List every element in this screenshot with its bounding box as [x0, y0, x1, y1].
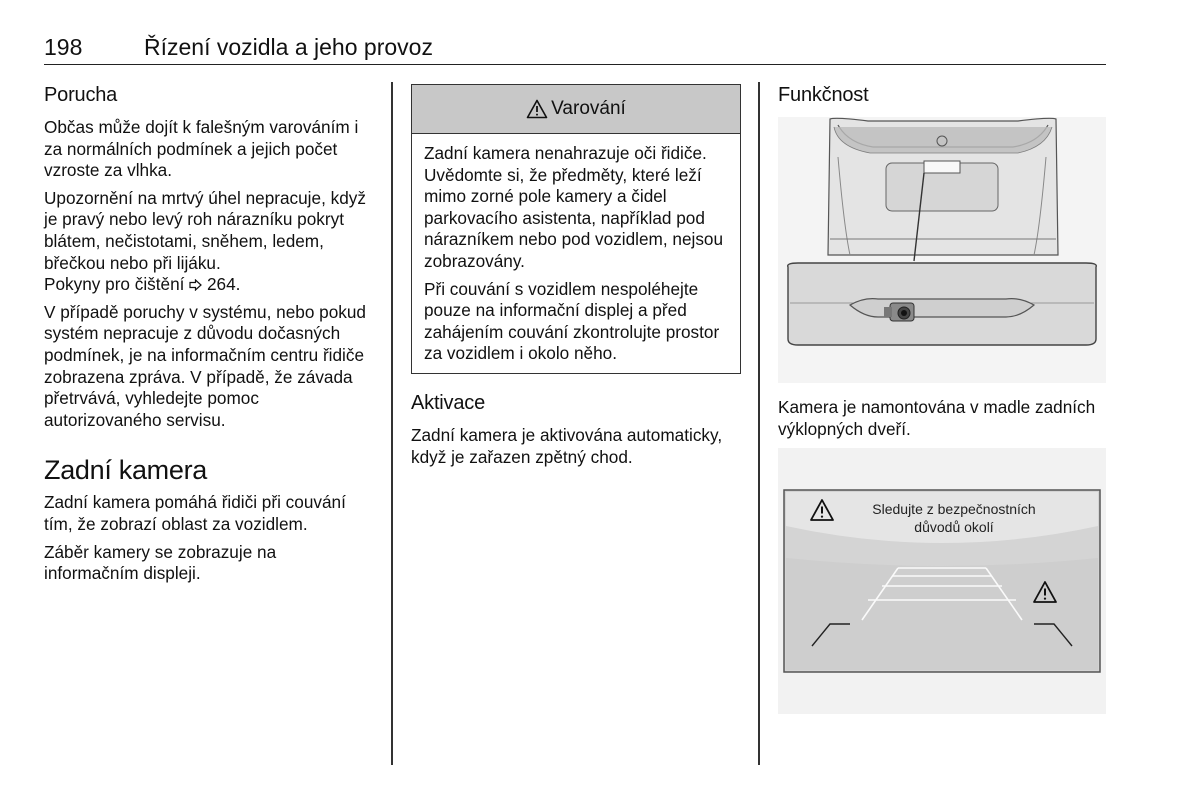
- figure-caption: Kamera je namontována v madle zadních výklopných dveří.: [778, 397, 1096, 439]
- paragraph: [44, 188, 374, 296]
- page-header: [44, 34, 1106, 65]
- warning-title: Varování: [551, 98, 626, 119]
- warning-box: [411, 84, 741, 374]
- paragraph: Zadní kamera je aktivována automaticky, když je zařazen zpětný chod.: [411, 424, 723, 467]
- display-message-line: Sledujte z bezpečnostních: [872, 501, 1036, 518]
- display-message-line: důvodů okolí: [914, 519, 994, 536]
- paragraph-text: Upozornění na mrtvý úhel nepracuje, když je pravý nebo levý roh nárazníku pokryt blátem, nečistotami, sněhem, ledem, břečkou nebo při lijáku.: [44, 187, 366, 273]
- section-heading: Zadní kamera: [44, 455, 207, 486]
- page-reference-arrow-icon: [189, 279, 202, 291]
- paragraph: V případě poruchy v systému, nebo pokud systém nepracuje z důvodu dočasných podmínek, je na informačním centru řidiče zobrazena zpráva. V případě, že závada přetrvává, vyhledejte pomoc autorizovaného servisu.: [44, 301, 366, 430]
- warning-triangle-icon: [809, 498, 835, 522]
- column-middle: [411, 84, 741, 474]
- cleaning-reference-page: 264.: [207, 274, 241, 295]
- paragraph: Záběr kamery se zobrazuje na informačním displeji.: [44, 541, 277, 584]
- chapter-title: Řízení vozidla a jeho provoz: [144, 34, 433, 60]
- warning-body: [412, 134, 740, 373]
- funkcnost-heading: Funkčnost: [778, 84, 869, 106]
- paragraph: Občas může dojít k falešným varováním i za normálních podmínek a jejich počet vzroste za vlhka.: [44, 117, 359, 181]
- display-message: [838, 500, 1070, 536]
- cleaning-reference: Pokyny pro čištění: [44, 274, 185, 295]
- warning-header: [412, 85, 740, 134]
- warning-triangle-icon: [1032, 580, 1058, 604]
- aktivace-heading: Aktivace: [411, 391, 485, 414]
- column-right: [778, 84, 1108, 714]
- column-divider: [758, 82, 760, 765]
- camera-display-illustration: [778, 448, 1106, 714]
- warning-text: Při couvání s vozidlem nespoléhejte pouze na informační displej a před zahájením couvání zkontrolujte prostor za vozidlem i okolo něho.: [424, 278, 720, 364]
- warning-text: Zadní kamera nenahrazuje oči řidiče. Uvědomte si, že předměty, které leží mimo zorné pole kamery a čidel parkovacího asistenta, například pod nárazníkem nebo pod vozidlem, nejsou zobrazovány.: [424, 143, 724, 271]
- camera-location-illustration: [778, 117, 1106, 383]
- page-number: 198: [44, 34, 83, 60]
- porucha-heading: Porucha: [44, 84, 118, 106]
- column-divider: [391, 82, 393, 765]
- paragraph: Zadní kamera pomáhá řidiči při couvání tím, že zobrazí oblast za vozidlem.: [44, 492, 346, 534]
- column-left: [44, 84, 374, 591]
- warning-triangle-icon: [526, 99, 548, 119]
- rear-car-illustration: [778, 117, 1106, 383]
